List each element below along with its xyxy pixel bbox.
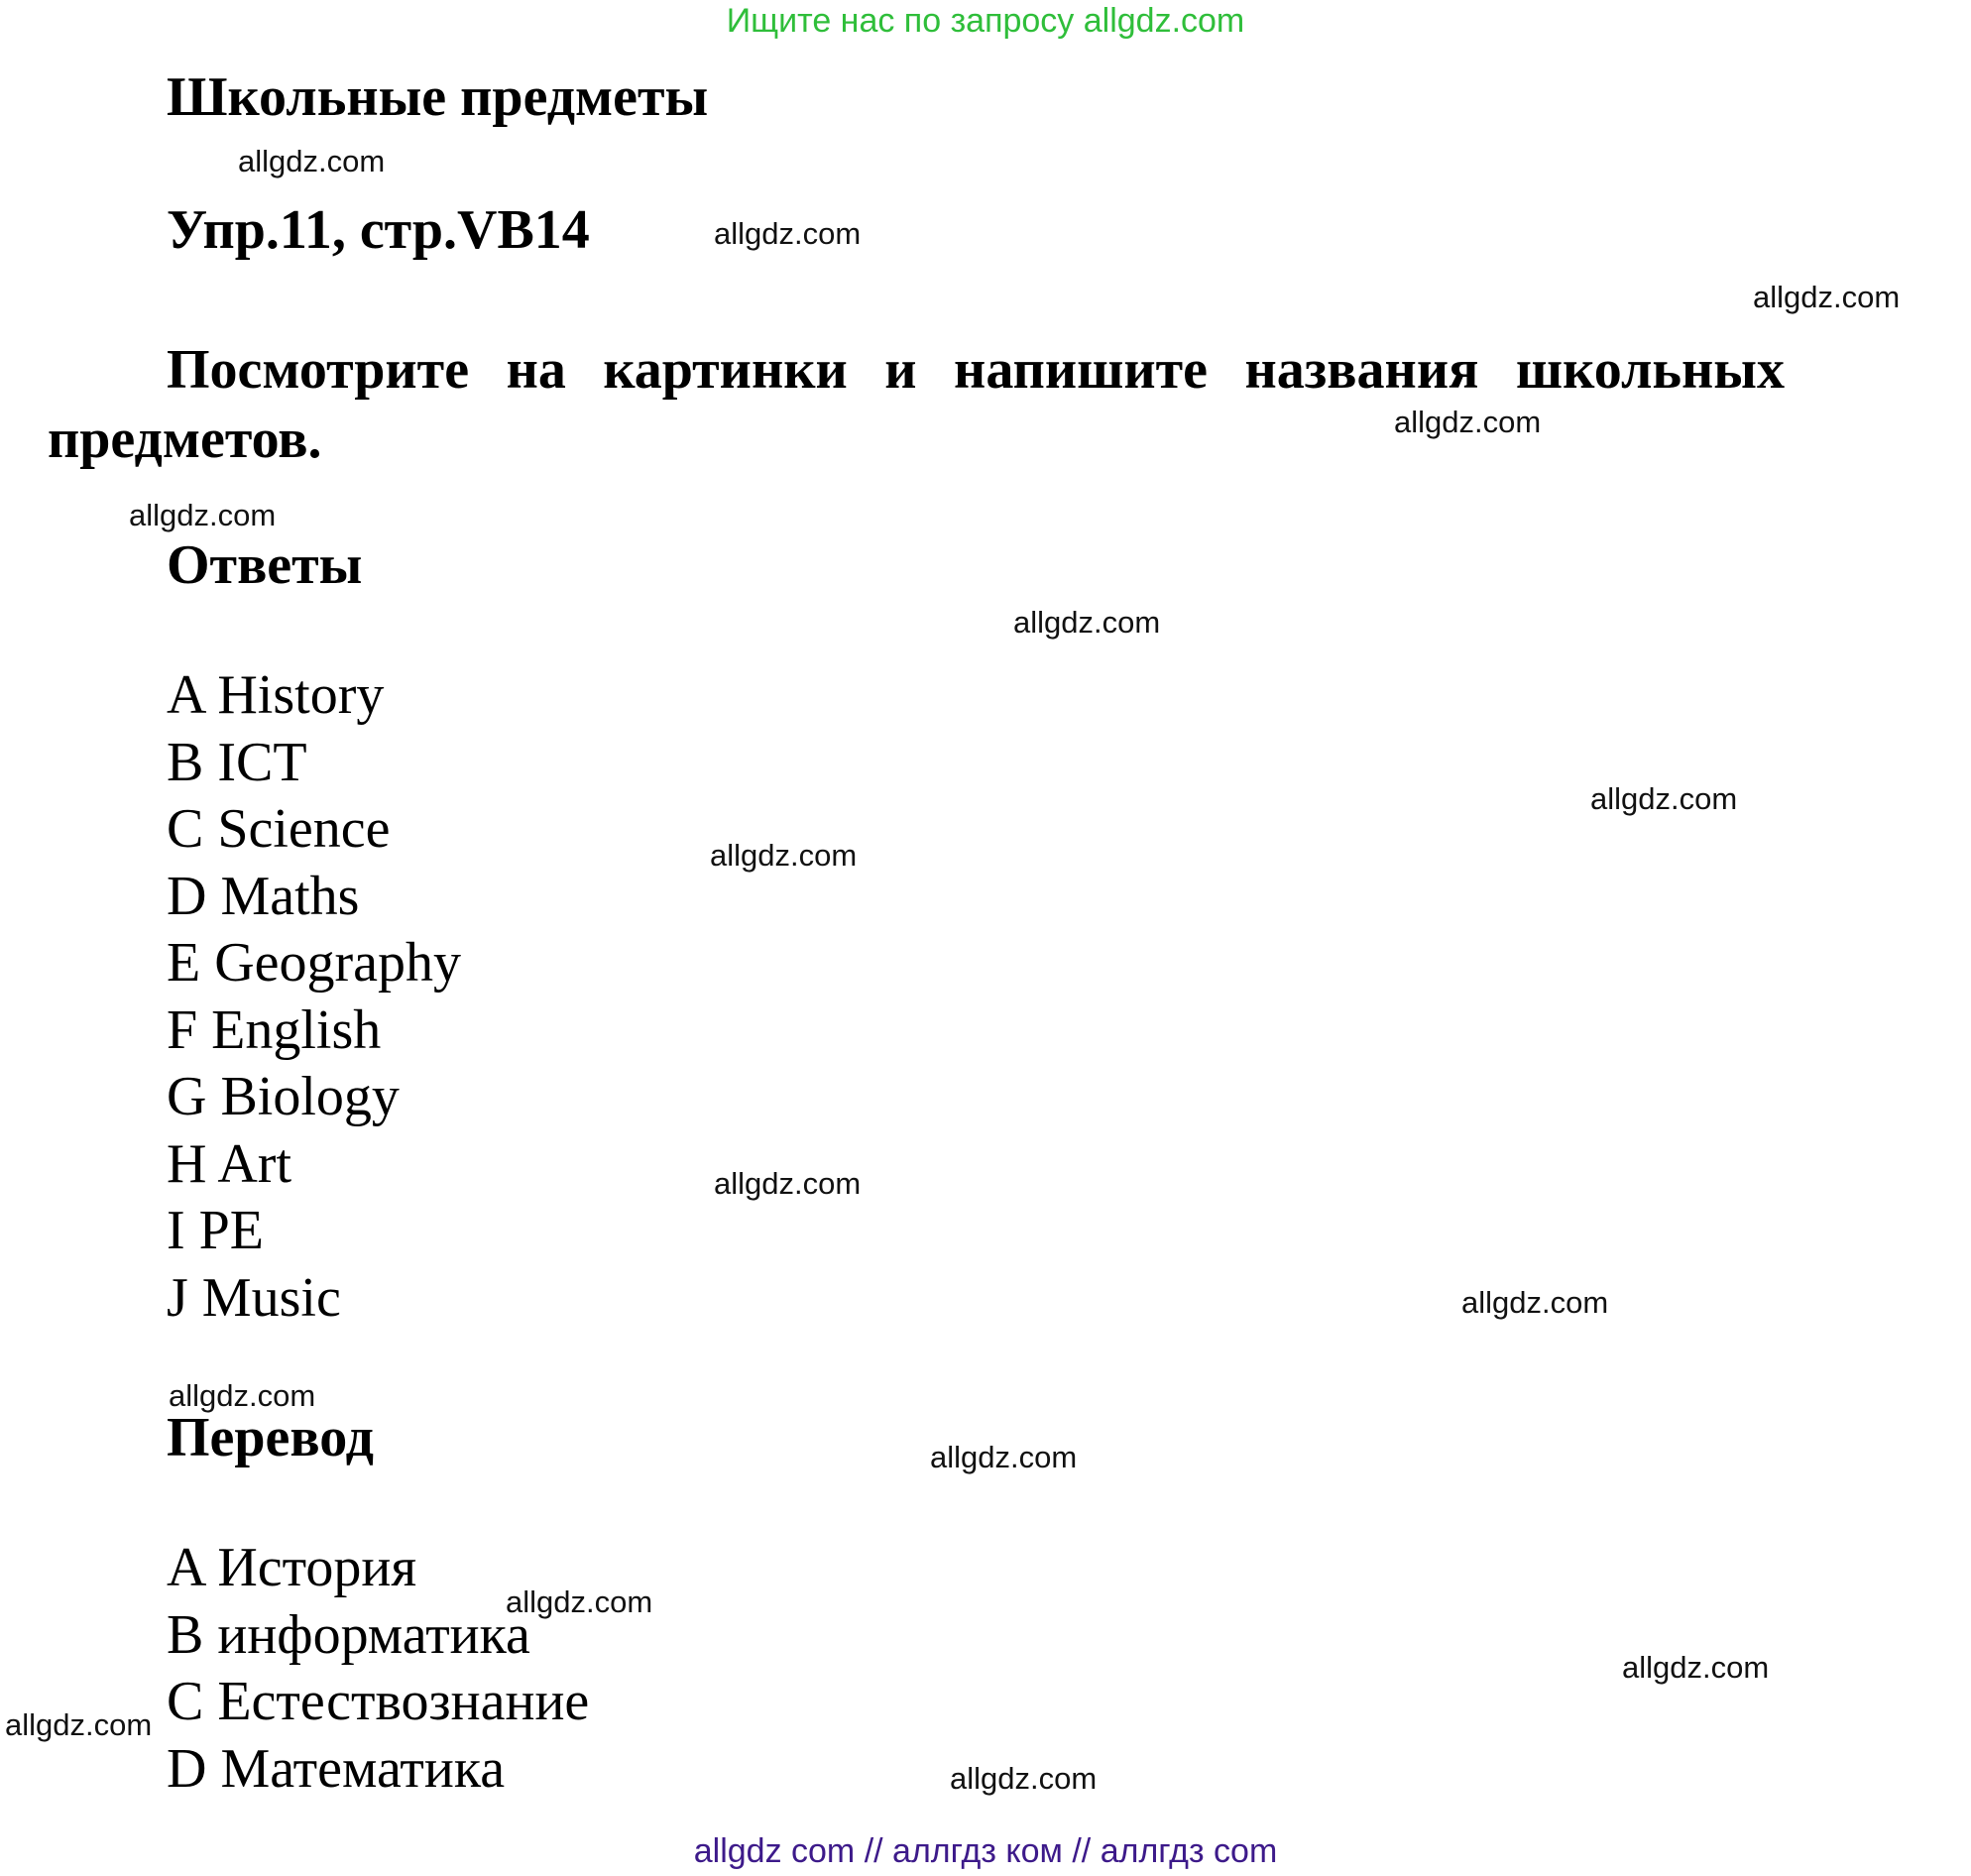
translation-item: B информатика xyxy=(167,1603,530,1666)
answer-item: F English xyxy=(167,998,382,1061)
watermark-text: allgdz.com xyxy=(1461,1285,1609,1320)
task-instruction: Посмотрите на картинки и напишите названия школьных предметов. xyxy=(48,339,1785,470)
answer-item: D Maths xyxy=(167,865,360,927)
watermark-text: allgdz.com xyxy=(710,838,858,873)
translation-item: D Математика xyxy=(167,1737,506,1800)
translation-item: A История xyxy=(167,1537,417,1598)
watermark-text: allgdz.com xyxy=(1622,1650,1770,1685)
watermark-text: allgdz.com xyxy=(714,1166,862,1201)
exercise-reference: Упр.11, стр.VB14 xyxy=(167,199,590,261)
watermark-text: allgdz.com xyxy=(5,1707,153,1742)
answer-item: A History xyxy=(167,664,385,726)
top-banner: Ищите нас по запросу allgdz.com xyxy=(726,2,1245,40)
section-title: Школьные предметы xyxy=(167,66,709,128)
watermark-text: allgdz.com xyxy=(238,144,386,178)
translation-item: C Естествознание xyxy=(167,1671,590,1732)
watermark-text: allgdz.com xyxy=(1013,605,1161,640)
watermark-text: allgdz.com xyxy=(1753,280,1901,314)
watermark-text: allgdz.com xyxy=(1394,405,1542,439)
translation-heading: Перевод xyxy=(167,1407,374,1468)
answer-item: B ICT xyxy=(167,731,307,793)
translation-list xyxy=(167,1535,589,1803)
watermark-text: allgdz.com xyxy=(930,1440,1078,1474)
answer-item: C Science xyxy=(167,798,391,860)
watermark-text: allgdz.com xyxy=(950,1761,1098,1796)
answer-item: I PE xyxy=(167,1200,264,1261)
answers-list xyxy=(167,662,461,1332)
answer-item: H Art xyxy=(167,1132,291,1195)
answer-item: J Music xyxy=(167,1266,341,1329)
watermark-text: allgdz.com xyxy=(169,1378,316,1413)
watermark-text: allgdz.com xyxy=(714,216,862,251)
answer-item: G Biology xyxy=(167,1066,400,1127)
bottom-banner: allgdz com // аллгдз ком // аллгдз com xyxy=(693,1832,1278,1870)
watermark-text: allgdz.com xyxy=(1590,781,1738,816)
watermark-text: allgdz.com xyxy=(506,1584,653,1619)
watermark-text: allgdz.com xyxy=(129,498,277,532)
answers-heading: Ответы xyxy=(167,534,363,596)
answer-item: E Geography xyxy=(167,932,462,994)
